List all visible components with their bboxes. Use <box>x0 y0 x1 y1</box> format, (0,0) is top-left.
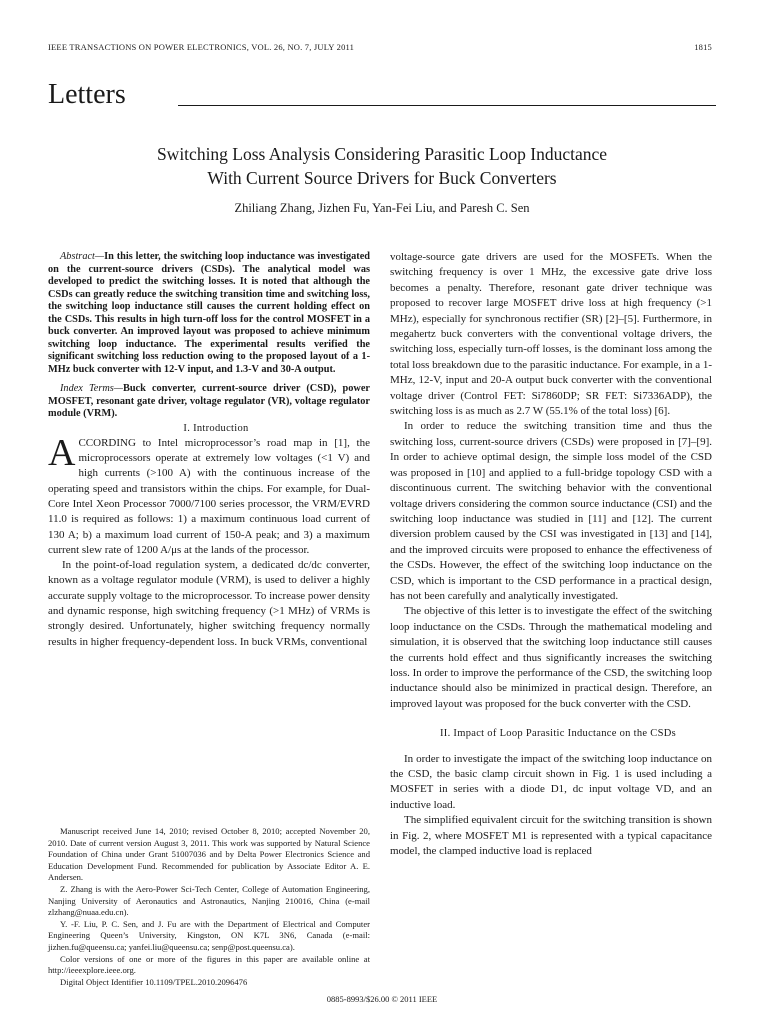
section-label <box>48 80 716 114</box>
index-terms-lead: Index Terms— <box>60 383 123 394</box>
right-paragraph-4: In order to investigate the impact of the switching loop inductance on the CSD, the basic clamp circuit shown in Fig. 1 is used including a MOSFET in series with a diode D1, dc input voltage VD, and an inductive load. <box>390 752 712 811</box>
footnote-color-note: Color versions of one or more of the figures in this paper are available online at http://ieeexplore.ieee.org. <box>48 953 370 976</box>
title-line-1: Switching Loss Analysis Considering Parasitic Loop Inductance <box>156 144 608 164</box>
drop-cap: A <box>48 431 76 474</box>
intro-paragraph-2: In the point-of-load regulation system, a dedicated dc/dc converter, known as a voltage regulator module (VRM), is used to deliver a highly accurate supply voltage to the microprocessor. To increase power density and dynamic response, high switching frequency (>1 MHz) of VRMs is strongly desired. Unfortunately, higher switching frequency normally results in higher frequency-dependent loss. In buck VRMs, conventional <box>48 559 370 648</box>
right-paragraph-3: The objective of this letter is to investigate the effect of the switching loop inductance on the CSDs. Through the mathematical modeling and simulation, it is observed that the switching loop inductance still causes the currents hold effect and thus significantly increases the switching loss. In order to improve the performance of the CSD, the switching loop inductance should also be minimized in practical design. Therefore, an improved layout was proposed for the buck converter with the CSD. <box>390 605 712 710</box>
section-rule <box>178 105 716 106</box>
copyright-footer: 0885-8993/$26.00 © 2011 IEEE <box>326 994 438 1004</box>
section-1-heading: I. Introduction <box>183 422 249 434</box>
journal-name: IEEE TRANSACTIONS ON POWER ELECTRONICS, VOL. 26, NO. 7, JULY 2011 <box>48 42 355 52</box>
right-column <box>390 250 712 859</box>
abstract-text: In this letter, the switching loop inductance was investigated on the current-source drivers (CSDs). The analytical model was developed to predict the switching losses. It is noted that although the CSDs can greatly reduce the switching transition time and switching loss, the switching loop inductance still causes the current holding effect on the CSDs. This results in high turn-off loss for the control MOSFET in a buck converter. An improved layout was proposed to achieve minimum switching loop inductance. The experimental results verified the significant switching loss reduction owing to the proposed layout of a 1-MHz buck converter with 12-V input, and 1.3-V and 30-A output. <box>48 251 370 375</box>
title-line-2: With Current Source Drivers for Buck Converters <box>207 168 557 188</box>
right-paragraph-1: voltage-source gate drivers are used for the MOSFETs. When the switching frequency is over 1 MHz, the excessive gate drive loss becomes a penalty. Therefore, resonant gate driver technique was proposed to recover large MOSFET drive loss at high frequency (>1 MHz), especially for synchronous rectifier (SR) [2]–[5]. Furthermore, in megahertz buck converters with the conventional voltage drivers, the switching loss, especially turn-off losses, is the dominant loss among the total loss breakdown due to the parasitic inductance. For example, in a 1-MHz, 12-V, input and 20-A output buck converter with the conventional voltage driver (Control FET: Si7860DP; SR FET: Si7336ADP), the switching loss is as much as 2.7 W (55.1% of the total loss) [6]. <box>390 251 712 418</box>
abstract <box>48 251 370 376</box>
intro-paragraph-1-text: CCORDING to Intel microprocessor’s road map in [1], the microprocessors operate at extremely low voltages (<1 V) and high currents (>100 A) with the continuous increase of the operating speed and transistors within the chips. For example, for Dual-Core Intel Xeon Processor 7000/7100 series processor, the VRM/EVRD 11.0 is required as follows: 1) a maximum continuous load current of 130 A; b) a maximum load current of 150-A peak; and 3) a maximum current slew rate of 1200 A/μs at the lands of the processor. <box>48 436 370 556</box>
index-terms <box>48 383 370 421</box>
section-label-text: Letters <box>48 79 126 110</box>
footnote-affiliation-1: Z. Zhang is with the Aero-Power Sci-Tech Center, College of Automation Engineering, Nanjing University of Aeronautics and Astronautics, Nanjing 210016, China (e-mail zlzhang@nuaa.edu.cn). <box>48 883 370 918</box>
footnote-doi: Digital Object Identifier 10.1109/TPEL.2010.2096476 <box>60 976 248 987</box>
right-paragraph-5: The simplified equivalent circuit for the switching transition is shown in Fig. 2, where MOSFET M1 is represented with a typical capacitance model, the clamped inductive load is replaced <box>390 814 712 858</box>
abstract-lead: Abstract— <box>60 251 105 262</box>
right-paragraph-2: In order to reduce the switching transition time and thus the switching loss, current-source drivers (CSDs) were proposed in [7]–[9]. In order to achieve optimal design, the simple loss model of the CSD was proposed in [10] and applied to a full-bridge topology CSD with a discontinuous current. The switching behavior with the conventional voltage drivers considering the common source inductance (CSI) and the switching loop inductance was studied in [11] and [12]. The current diversion problem caused by the CSI was investigated in [13] and [14], and the improved circuits were proposed to enhance the effectiveness of the CSDs. However, the effect of the switching loop inductance on the CSD, which is important to the CSD performance in a practical design, has not been carefully and analytically investigated. <box>390 420 712 602</box>
page-number: 1815 <box>694 42 712 52</box>
section-2-heading: II. Impact of Loop Parasitic Inductance on the CSDs <box>439 728 677 740</box>
footnote-affiliation-2: Y. -F. Liu, P. C. Sen, and J. Fu are with the Department of Electrical and Computer Engineering Queen’s University, Kingston, ON K7L 3N6, Canada (e-mail: jizhen.fu@queensu.ca; yanfei.liu@queensu.ca; senp@post.queensu.ca). <box>48 918 370 952</box>
footnote-manuscript: Manuscript received June 14, 2010; revised October 8, 2010; accepted November 20, 2010. Date of current version August 3, 2011. This work was supported by Natural Science Foundation of China under Grant 51007036 and by Delta Power Electronics Science and Education Development Fund. Recommended for publication by Associate Editor A. E. Andersen. <box>48 826 370 883</box>
left-column <box>48 251 370 650</box>
footnote-block <box>48 826 370 988</box>
intro-paragraph-1 <box>48 431 370 558</box>
author-list: Zhiliang Zhang, Jizhen Fu, Yan-Fei Liu, and Paresh C. Sen <box>234 201 530 215</box>
paper-title <box>48 142 716 190</box>
index-terms-text: Buck converter, current-source driver (CSD), power MOSFET, resonant gate driver, voltage regulator (VR), voltage regulator module (VRM). <box>48 383 370 419</box>
